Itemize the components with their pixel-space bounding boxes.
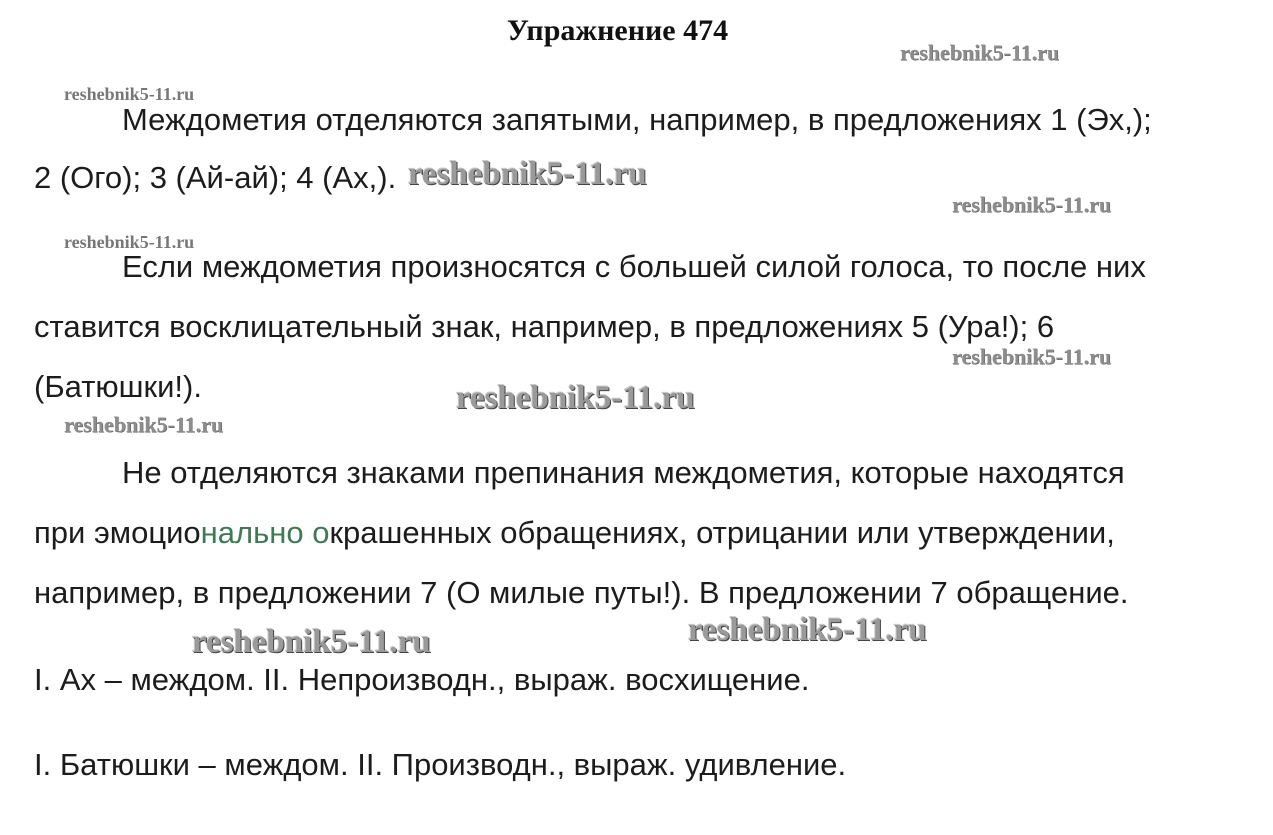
paragraph-3-line-3: например, в предложении 7 (О милые путы!). В предложении 7 обращение. [34, 575, 1129, 610]
paragraph-1-line-2: 2 (Ого); 3 (Ай-ай); 4 (Ах,). [34, 160, 397, 195]
paragraph-2-line-1: Если междометия произносятся с большей силой голоса, то после них [122, 249, 1146, 284]
watermark: reshebnik5-11.ru [408, 156, 647, 192]
text-segment: краш [329, 515, 403, 550]
watermark: reshebnik5-11.ru [688, 612, 927, 648]
watermark: reshebnik5-11.ru [456, 380, 695, 416]
watermark: reshebnik5-11.ru [64, 232, 195, 252]
watermark: reshebnik5-11.ru [192, 624, 431, 660]
watermark: reshebnik5-11.ru [900, 40, 1060, 65]
paragraph-3-line-2 [34, 515, 1115, 551]
text-segment: при эмоцио [34, 515, 201, 550]
text-segment: енных обращениях, отрицании или утверждении, [402, 515, 1115, 550]
paragraph-2-line-2: ставится восклицательный знак, например, в предложениях 5 (Ура!); 6 [34, 309, 1055, 344]
paragraph-3-line-1: Не отделяются знаками препинания междометия, которые находятся [122, 455, 1125, 490]
paragraph-1-line-1: Междометия отделяются запятыми, например, в предложениях 1 (Эх,); [122, 102, 1152, 137]
paragraph-2-line-3: (Батюшки!). [34, 369, 202, 404]
watermark: reshebnik5-11.ru [952, 344, 1112, 369]
watermark: reshebnik5-11.ru [952, 192, 1112, 217]
analysis-item-2: I. Батюшки – междом. II. Производн., выраж. удивление. [34, 747, 847, 782]
watermark: reshebnik5-11.ru [64, 412, 224, 437]
watermark: reshebnik5-11.ru [64, 84, 195, 104]
text-segment-green: нально о [200, 515, 330, 550]
exercise-title: Упражнение 474 [506, 14, 729, 47]
analysis-item-1: I. Ах – междом. II. Непроизводн., выраж. восхищение. [34, 662, 810, 697]
